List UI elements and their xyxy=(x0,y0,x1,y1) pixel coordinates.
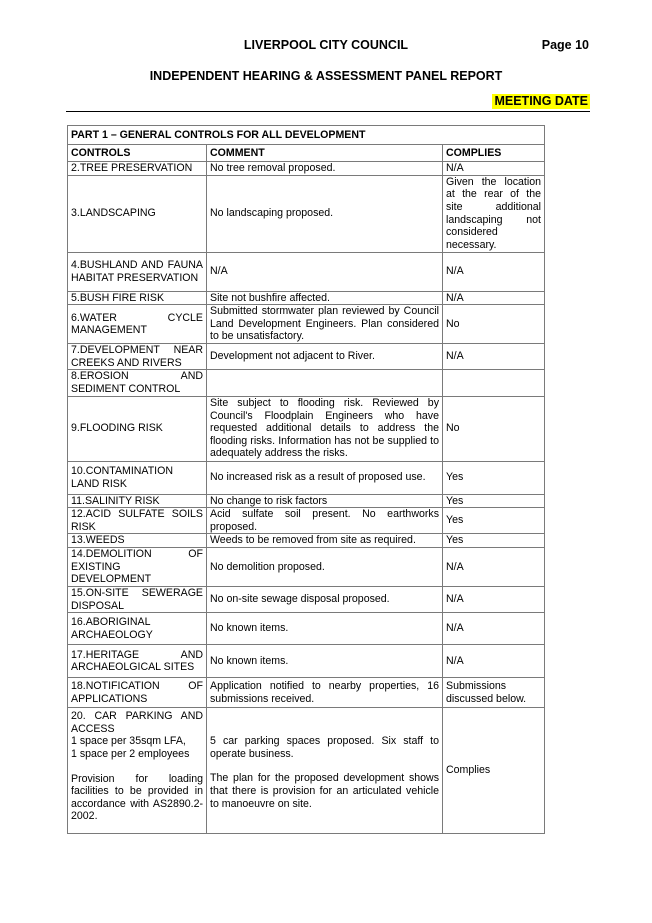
column-header-complies: COMPLIES xyxy=(443,145,545,162)
part-title-row xyxy=(68,126,545,145)
table-row xyxy=(68,396,545,461)
comment-cell xyxy=(207,708,443,834)
control-cell: 6.WATER CYCLE MANAGEMENT xyxy=(68,305,207,344)
table-row xyxy=(68,678,545,708)
control-cell: 12.ACID SULFATE SOILS RISK xyxy=(68,508,207,534)
complies-cell: No xyxy=(443,305,545,344)
control-cell: 14.DEMOLITION OF EXISTING DEVELOPMENT xyxy=(68,547,207,586)
complies-cell: N/A xyxy=(443,547,545,586)
complies-cell: N/A xyxy=(443,162,545,176)
comment-cell xyxy=(207,370,443,396)
table-row xyxy=(68,291,545,305)
complies-cell: Yes xyxy=(443,534,545,548)
council-name: LIVERPOOL CITY COUNCIL xyxy=(243,38,409,52)
loading-provision: Provision for loading facilities to be provided in accordance with AS2890.2-2002. xyxy=(71,772,203,823)
control-cell: 18.NOTIFICATION OF APPLICATIONS xyxy=(68,678,207,708)
car-parking-rate-lfa: 1 space per 35sqm LFA, xyxy=(71,735,186,748)
complies-cell: Given the location at the rear of the site additional landscaping not considered necessary. xyxy=(443,175,545,252)
comment-cell: Site subject to flooding risk. Reviewed by Council's Floodplain Engineers who have requested additional details to address the flooding risks. Information has not be supplied to adequately address the risks. xyxy=(207,396,443,461)
control-cell: 11.SALINITY RISK xyxy=(68,494,207,508)
control-cell: 17.HERITAGE AND ARCHAEOLGICAL SITES xyxy=(68,645,207,678)
meeting-date-label: MEETING DATE xyxy=(494,94,588,108)
table-row xyxy=(68,461,545,494)
table-row-car-parking xyxy=(68,708,545,834)
complies-cell: N/A xyxy=(443,645,545,678)
control-cell: 13.WEEDS xyxy=(68,534,207,548)
car-parking-rate-employees: 1 space per 2 employees xyxy=(71,747,190,760)
complies-cell: N/A xyxy=(443,586,545,612)
comment-cell: No tree removal proposed. xyxy=(207,162,443,176)
comment-cell: Weeds to be removed from site as required. xyxy=(207,534,443,548)
part-title: PART 1 – GENERAL CONTROLS FOR ALL DEVELOPMENT xyxy=(68,126,545,145)
articulated-vehicle-note: The plan for the proposed development shows that there is provision for an articulated vehicle to manoeuvre on site. xyxy=(210,772,439,810)
comment-cell: No increased risk as a result of proposed use. xyxy=(207,461,443,494)
table-row xyxy=(68,613,545,645)
complies-cell: N/A xyxy=(443,613,545,645)
column-header-comment: COMMENT xyxy=(207,145,443,162)
column-header-controls: CONTROLS xyxy=(68,145,207,162)
comment-cell: No known items. xyxy=(207,645,443,678)
page-number: Page 10 xyxy=(541,38,589,52)
comment-cell: No known items. xyxy=(207,613,443,645)
comment-cell: Acid sulfate soil present. No earthworks proposed. xyxy=(207,508,443,534)
control-cell: 7.DEVELOPMENT NEAR CREEKS AND RIVERS xyxy=(68,344,207,370)
control-cell: 8.EROSION AND SEDIMENT CONTROL xyxy=(68,370,207,396)
table-row xyxy=(68,645,545,678)
report-title: INDEPENDENT HEARING & ASSESSMENT PANEL REPORT xyxy=(149,69,503,83)
complies-cell: Submissions discussed below. xyxy=(443,678,545,708)
table-row xyxy=(68,508,545,534)
table-row xyxy=(68,162,545,176)
comment-cell: No demolition proposed. xyxy=(207,547,443,586)
control-cell: 9.FLOODING RISK xyxy=(68,396,207,461)
complies-cell: Yes xyxy=(443,461,545,494)
control-cell: 3.LANDSCAPING xyxy=(68,175,207,252)
comment-cell: Application notified to nearby properties, 16 submissions received. xyxy=(207,678,443,708)
complies-cell: N/A xyxy=(443,344,545,370)
complies-cell: N/A xyxy=(443,291,545,305)
complies-cell: Yes xyxy=(443,508,545,534)
table-row xyxy=(68,547,545,586)
comment-cell: Development not adjacent to River. xyxy=(207,344,443,370)
comment-cell: No change to risk factors xyxy=(207,494,443,508)
comment-cell: No on-site sewage disposal proposed. xyxy=(207,586,443,612)
control-cell: 15.ON-SITE SEWERAGE DISPOSAL xyxy=(68,586,207,612)
control-cell: 10.CONTAMINATION LAND RISK xyxy=(68,461,207,494)
complies-cell: Yes xyxy=(443,494,545,508)
table-row xyxy=(68,370,545,396)
table-row xyxy=(68,252,545,291)
controls-table xyxy=(67,125,545,834)
complies-cell: N/A xyxy=(443,252,545,291)
car-parking-heading: 20. CAR PARKING AND ACCESS xyxy=(71,710,203,735)
complies-cell: Complies xyxy=(443,708,545,834)
comment-cell: Site not bushfire affected. xyxy=(207,291,443,305)
control-cell: 2.TREE PRESERVATION xyxy=(68,162,207,176)
header-divider xyxy=(66,111,590,112)
table-row xyxy=(68,586,545,612)
table-row xyxy=(68,175,545,252)
control-cell: 16.ABORIGINAL ARCHAEOLOGY xyxy=(68,613,207,645)
complies-cell xyxy=(443,370,545,396)
control-cell: 5.BUSH FIRE RISK xyxy=(68,291,207,305)
control-cell: 4.BUSHLAND AND FAUNA HABITAT PRESERVATION xyxy=(68,252,207,291)
parking-proposal: 5 car parking spaces proposed. Six staff to operate business. xyxy=(210,735,439,760)
comment-cell: Submitted stormwater plan reviewed by Council Land Development Engineers. Plan considered to be unsatisfactory. xyxy=(207,305,443,344)
complies-cell: No xyxy=(443,396,545,461)
table-row xyxy=(68,494,545,508)
table-row xyxy=(68,534,545,548)
column-header-row xyxy=(68,145,545,162)
table-row xyxy=(68,305,545,344)
comment-cell: N/A xyxy=(207,252,443,291)
table-row xyxy=(68,344,545,370)
control-cell xyxy=(68,708,207,834)
comment-cell: No landscaping proposed. xyxy=(207,175,443,252)
